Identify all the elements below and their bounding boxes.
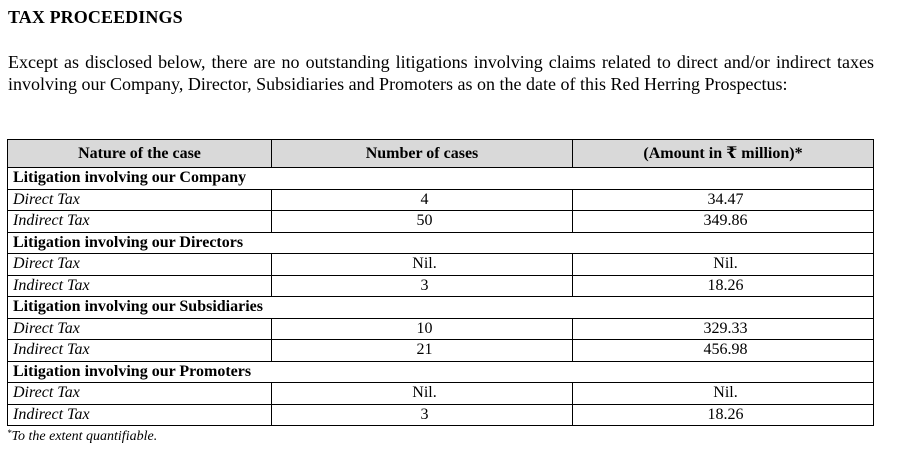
case-amount: 456.98 (573, 340, 874, 362)
group-row (8, 232, 874, 254)
group-title-directors: Litigation involving our Directors (8, 232, 874, 254)
case-name: Direct Tax (8, 189, 272, 211)
case-name: Direct Tax (8, 318, 272, 340)
case-amount: 18.26 (573, 275, 874, 297)
footnote-text: To the extent quantifiable. (11, 429, 158, 444)
case-name: Indirect Tax (8, 404, 272, 426)
group-row (8, 297, 874, 319)
case-name: Direct Tax (8, 254, 272, 276)
case-amount: 18.26 (573, 404, 874, 426)
case-count: 50 (272, 211, 573, 233)
table-row (8, 404, 874, 426)
header-nature-of-case: Nature of the case (8, 140, 272, 168)
table-row (8, 189, 874, 211)
header-amount: (Amount in ₹ million)* (573, 140, 874, 168)
group-row (8, 168, 874, 190)
case-count: 3 (272, 404, 573, 426)
case-name: Indirect Tax (8, 211, 272, 233)
case-count: 3 (272, 275, 573, 297)
case-name: Indirect Tax (8, 340, 272, 362)
case-amount: Nil. (573, 254, 874, 276)
table-header-row (8, 140, 874, 168)
case-count: 21 (272, 340, 573, 362)
case-name: Indirect Tax (8, 275, 272, 297)
group-title-company: Litigation involving our Company (8, 168, 874, 190)
case-count: Nil. (272, 254, 573, 276)
case-amount: 349.86 (573, 211, 874, 233)
case-name: Direct Tax (8, 383, 272, 405)
table-row (8, 254, 874, 276)
case-amount: 34.47 (573, 189, 874, 211)
section-heading: TAX PROCEEDINGS (8, 7, 183, 27)
footnote-marker: * (7, 428, 12, 438)
intro-paragraph: Except as disclosed below, there are no outstanding litigations involving claims related to direct and/or indirect taxes involving our Company, Director, Subsidiaries and Promoters as on the date of this Red Herring Prospectus: (8, 52, 874, 94)
group-title-subsidiaries: Litigation involving our Subsidiaries (8, 297, 874, 319)
tax-proceedings-table (7, 139, 874, 426)
table-row (8, 318, 874, 340)
case-count: 10 (272, 318, 573, 340)
table-row (8, 340, 874, 362)
group-row (8, 361, 874, 383)
group-title-promoters: Litigation involving our Promoters (8, 361, 874, 383)
case-count: Nil. (272, 383, 573, 405)
case-amount: Nil. (573, 383, 874, 405)
header-number-of-cases: Number of cases (272, 140, 573, 168)
footnote (7, 429, 157, 445)
case-count: 4 (272, 189, 573, 211)
table-row (8, 383, 874, 405)
case-amount: 329.33 (573, 318, 874, 340)
table-row (8, 275, 874, 297)
table-row (8, 211, 874, 233)
